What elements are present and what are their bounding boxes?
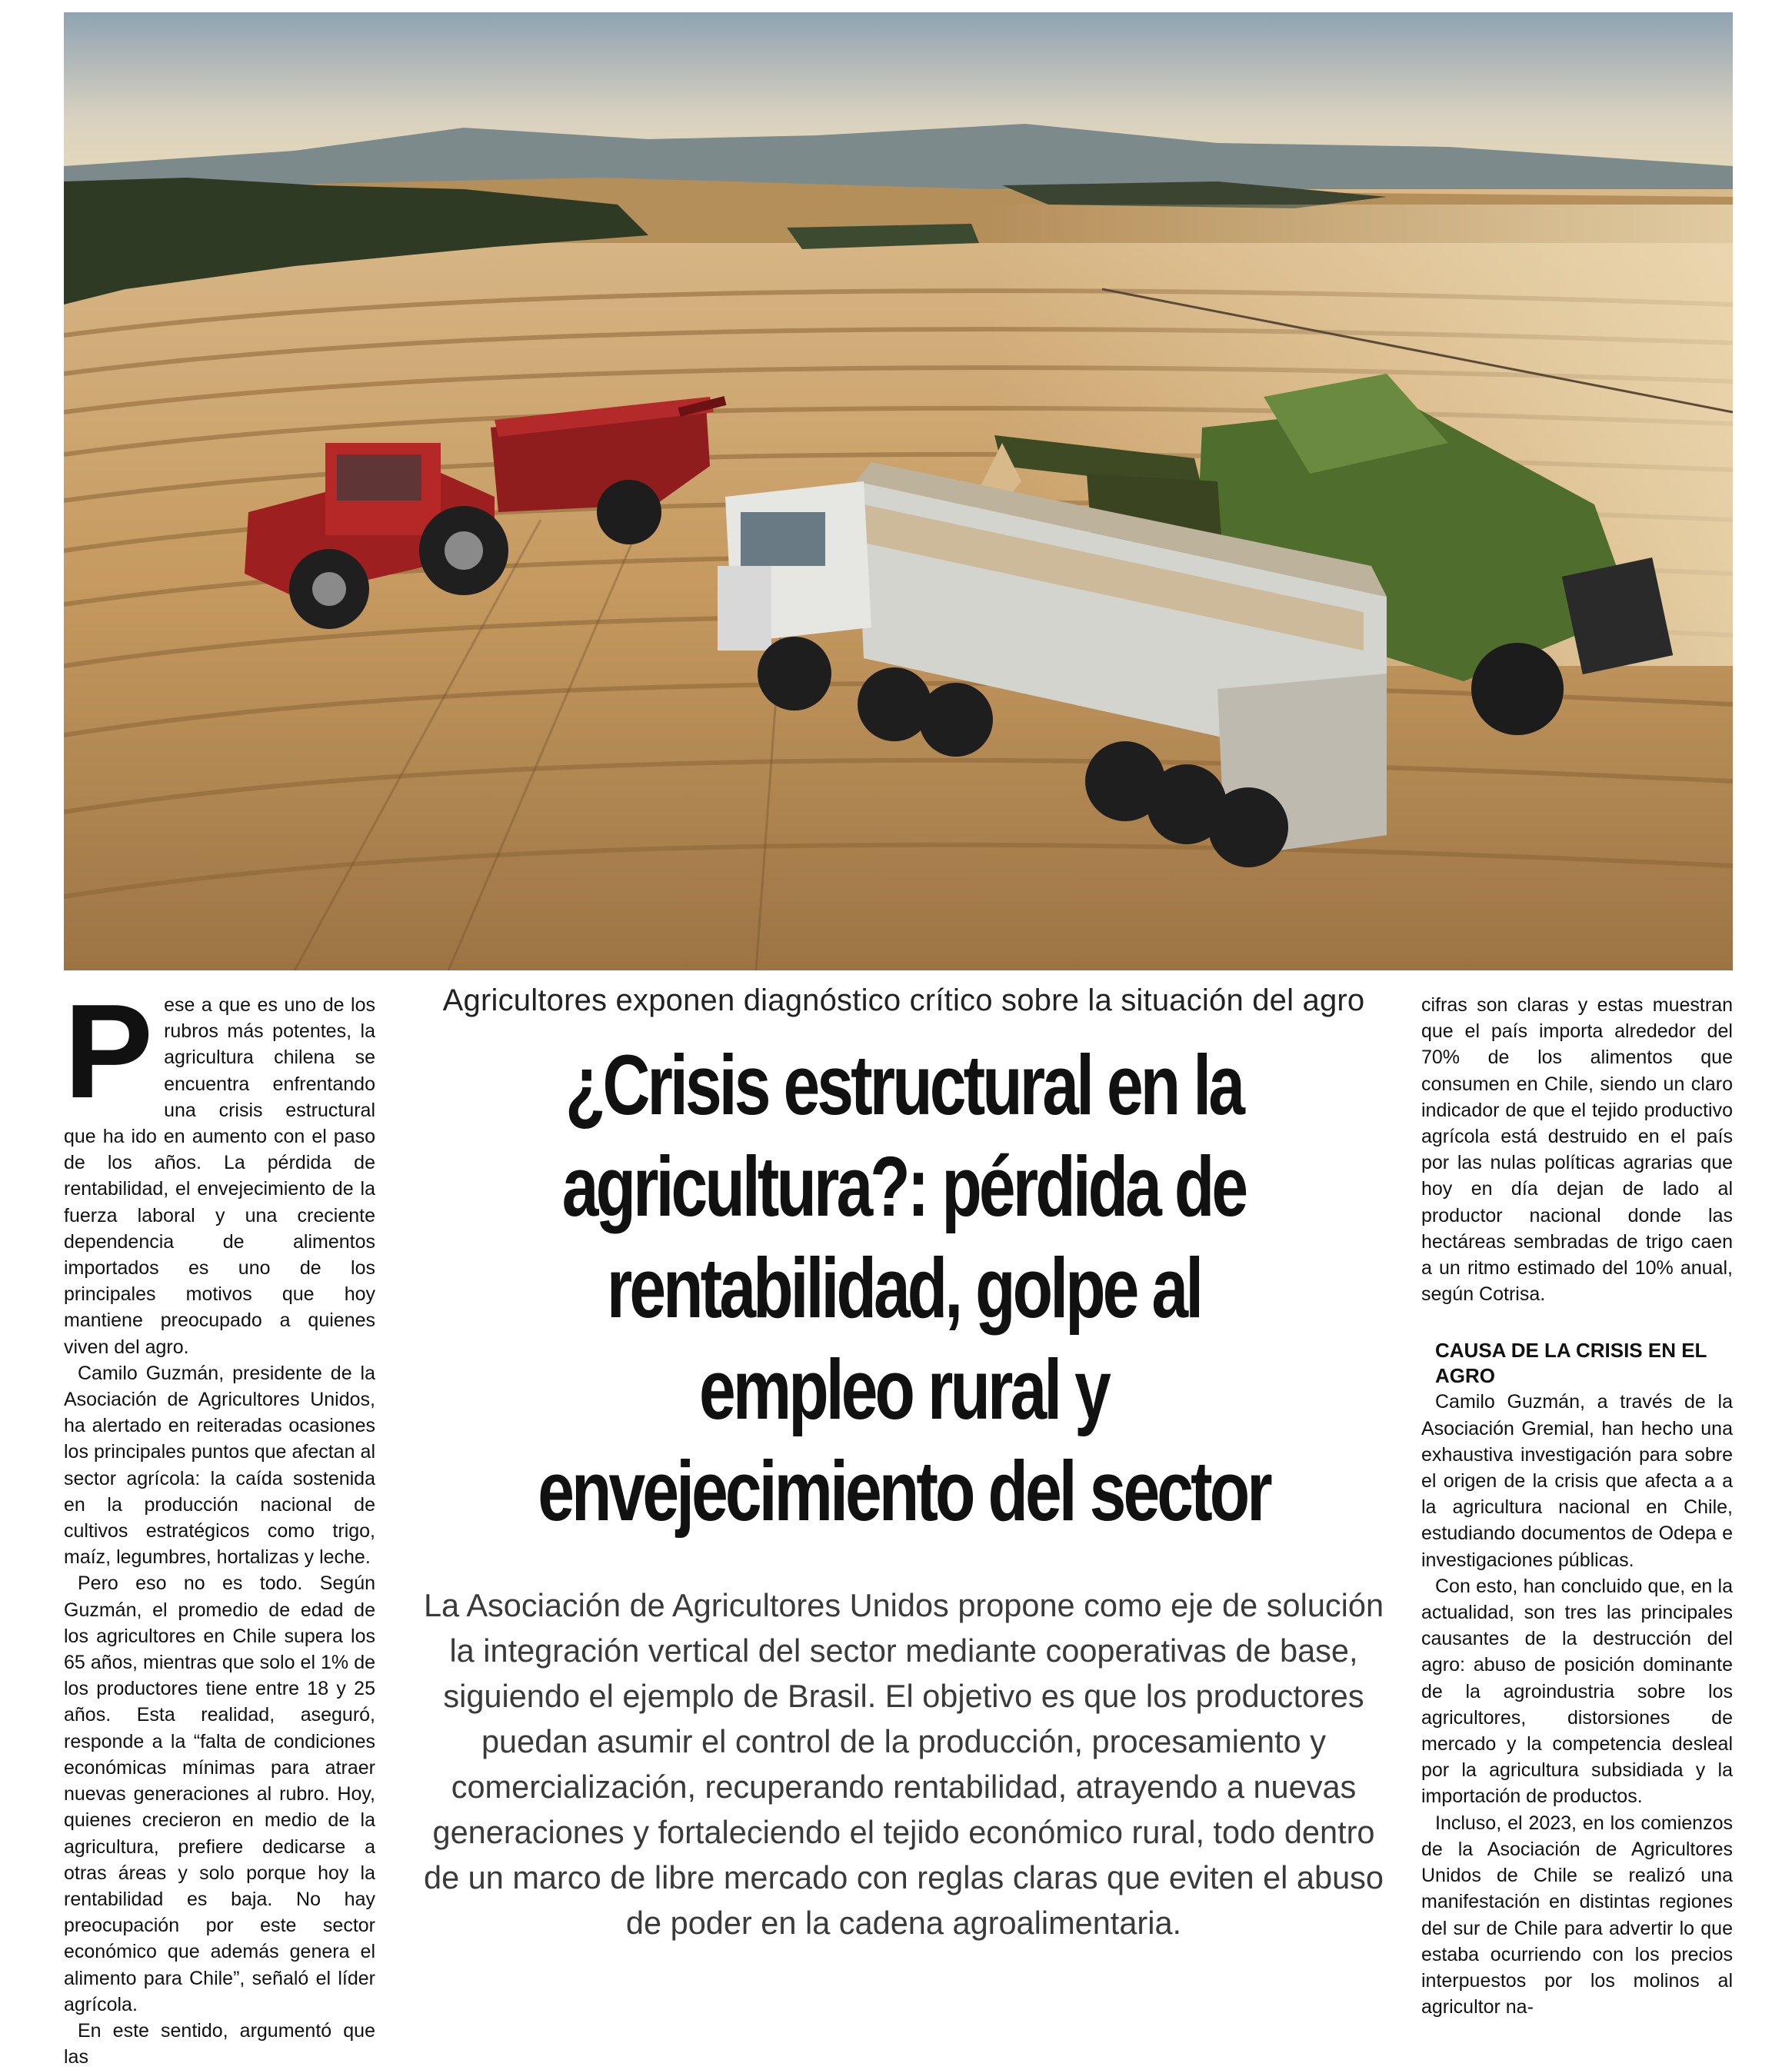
- headline: ¿Crisis estructural en la agricultura?: pérdida de rentabilidad, golpe al empleo rural y envejecimiento del sector: [538, 1038, 1270, 1539]
- right-paragraph-3: Incluso, el 2023, en los comienzos de la Asociación de Agricultores Unidos de Chile se realizó una manifestación en distintas regiones del sur de Chile para advertir lo que estaba ocurriendo con los precios interpuestos por los molinos al agricultor na-: [1421, 1812, 1733, 2018]
- deck: La Asociación de Agricultores Unidos propone como eje de solución la integración vertical del sector mediante cooperativas de base, siguiendo el ejemplo de Brasil. El objetivo es que los productores puedan asumir el control de la producción, procesamiento y comercialización, recuperando rentabilidad, atrayendo a nuevas generaciones y fortaleciendo el tejido económico rural, todo dentro de un marco de libre mercado con reglas claras que eviten el abuso de poder en la cadena agroalimentaria.: [423, 1587, 1384, 1941]
- left-paragraph-2: Camilo Guzmán, presidente de la Asociación de Agricultores Unidos, ha alertado en reiteradas ocasiones los principales puntos que afectan al sector agrícola: la caída sostenida en la producción nacional de cultivos estratégicos como trigo, maíz, legumbres, hortalizas y leche.: [64, 1362, 375, 1569]
- right-paragraph-2: Con esto, han concluido que, en la actualidad, son tres las principales causantes de la destrucción del agro: abuso de posición dominante de la agroindustria sobre los agricultores, distorsiones de mercado y la competencia desleal por la agricultura subsidiada y la importación de productos.: [1421, 1575, 1733, 1808]
- article-header: [415, 978, 1392, 1945]
- left-paragraph-3: Pero eso no es todo. Según Guzmán, el promedio de edad de los agricultores en Chile supera los 65 años, mientras que solo el 1% de los productores tiene entre 18 y 25 años. Esta realidad, aseguró, responde a la “falta de condiciones económicas mínimas para atraer nuevas generaciones al rubro. Hoy, quienes crecieron en medio de la agricultura, prefiere dedicarse a otras áreas y solo porque hoy la rentabilidad es baja. No hay preocupación por este sector económico que además genera el alimento para Chile”, señaló el líder agrícola.: [64, 1572, 375, 2015]
- right-paragraph-1: Camilo Guzmán, a través de la Asociación Gremial, han hecho una exhaustiva investigación para sobre el origen de la crisis que afecta a a la agricultura nacional en Chile, estudiando documentos de Odepa e investigaciones públicas.: [1421, 1391, 1733, 1571]
- kicker: Agricultores exponen diagnóstico crítico sobre la situación del agro: [442, 983, 1365, 1017]
- left-column: [64, 976, 375, 2070]
- dropcap: P: [64, 976, 154, 1126]
- left-paragraph-1: ese a que es uno de los rubros más potentes, la agricultura chilena se encuentra enfrentando una crisis estructural que ha ido en aumento con el paso de los años. La pérdida de rentabilidad, el envejecimiento de la fuerza laboral y una creciente dependencia de alimentos importados es uno de los principales motivos que hoy mantiene preocupado a quienes viven del agro.: [64, 994, 375, 1358]
- left-paragraph-4: En este sentido, argumentó que las: [64, 2019, 375, 2068]
- right-intro: cifras son claras y estas muestran que el país importa alrededor del 70% de los alimentos que consumen en Chile, siendo un claro indicador de que el tejido productivo agrícola está destruido en el país por las nulas políticas agrarias que hoy en día dejan de lado al productor nacional donde las hectáreas sembradas de trigo caen a un ritmo estimado del 10% anual, según Cotrisa.: [1421, 994, 1733, 1306]
- harvest-photo-illustration: [64, 12, 1733, 970]
- hero-photo: [64, 12, 1733, 970]
- right-column: [1421, 992, 1733, 2020]
- section-subhead: CAUSA DE LA CRISIS EN EL AGRO: [1435, 1339, 1707, 1388]
